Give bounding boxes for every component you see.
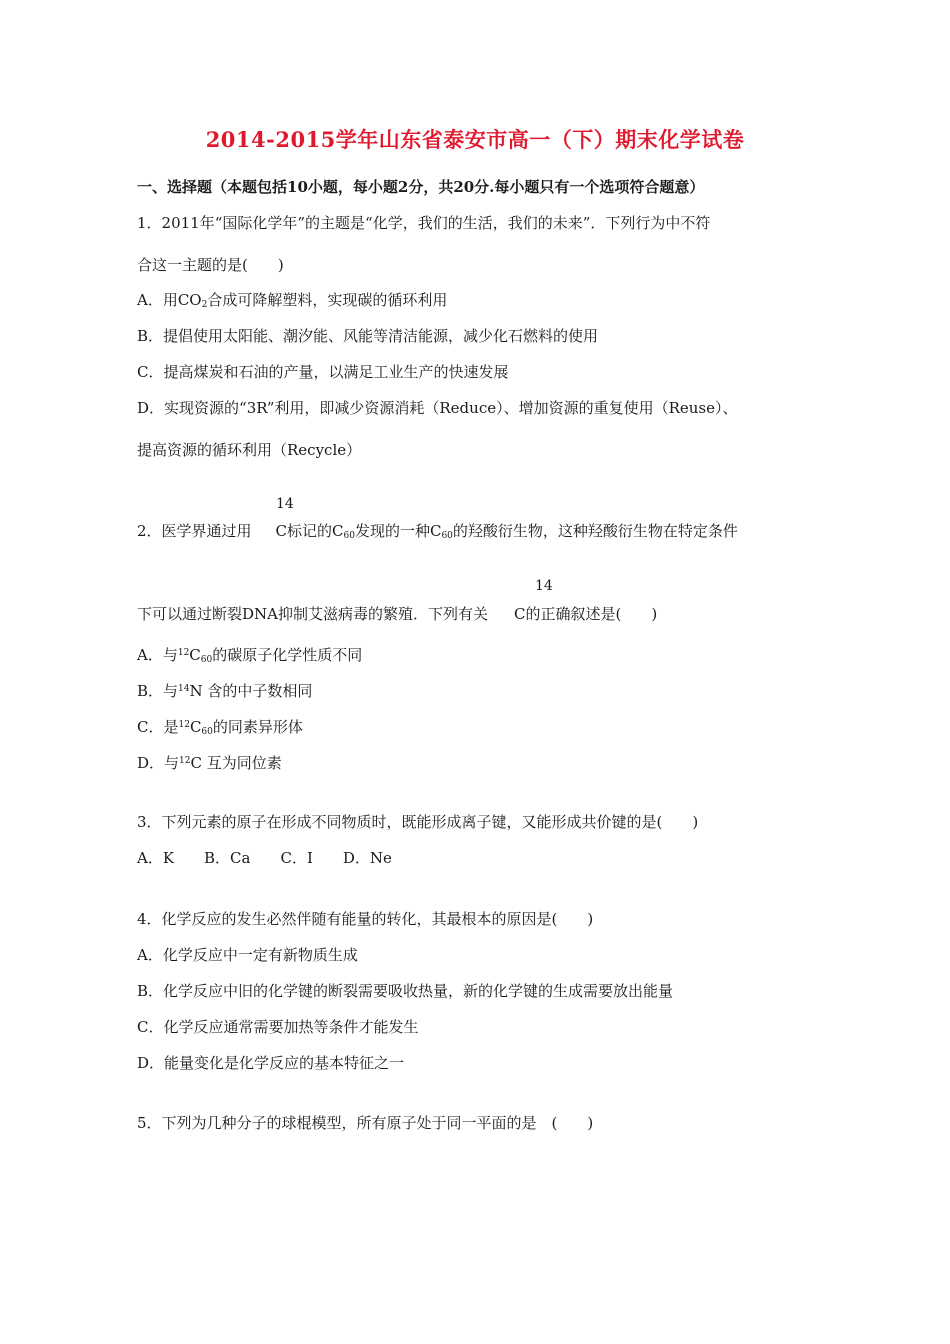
question-1-stem-line2: 合这一主题的是( ) (137, 256, 284, 274)
question-1-option-d-line2: 提高资源的循环利用（Recycle） (137, 441, 362, 459)
option-text: B．与 (137, 682, 179, 700)
question-4-stem: 4．化学反应的发生必然伴随有能量的转化，其最根本的原因是( ) (137, 910, 594, 928)
stem-text: C标记的C (275, 522, 344, 540)
subscript: 60 (200, 655, 213, 665)
question-2-option-c (137, 715, 303, 742)
mass-number-label: 14 (276, 496, 294, 512)
option-text: C (189, 646, 201, 664)
option-text: N 含的中子数相同 (189, 682, 313, 700)
option-text: C．是 (137, 718, 179, 736)
option-text: 合成可降解塑料，实现碳的循环利用 (207, 291, 448, 309)
superscript: 12 (178, 720, 190, 730)
option-text: C 互为同位素 (190, 754, 282, 772)
question-5-stem: 5．下列为几种分子的球棍模型，所有原子处于同一平面的是 ( ) (137, 1114, 594, 1132)
question-1-option-a (137, 290, 447, 315)
question-2-stem-line2 (137, 604, 657, 624)
subscript: 60 (441, 531, 453, 541)
question-4-option-d: D．能量变化是化学反应的基本特征之一 (137, 1054, 405, 1072)
section-heading: 一、选择题（本题包括10小题，每小题2分，共20分.每小题只有一个选项符合题意） (137, 178, 705, 196)
stem-text: 2．医学界通过用 (137, 522, 252, 540)
option-text: 的同素异形体 (212, 718, 303, 736)
option-text: 的碳原子化学性质不同 (212, 646, 363, 664)
question-4-option-c: C．化学反应通常需要加热等条件才能发生 (137, 1018, 419, 1036)
option-text: D．与 (137, 754, 180, 772)
question-4-option-b: B．化学反应中旧的化学键的断裂需要吸收热量，新的化学键的生成需要放出能量 (137, 982, 674, 1000)
superscript: 14 (178, 684, 190, 694)
stem-text: 发现的一种C (354, 522, 442, 540)
question-2-option-a (137, 643, 362, 670)
mass-number-label: 14 (535, 578, 553, 594)
question-1-stem-line1: 1．2011年“国际化学年”的主题是“化学，我们的生活，我们的未来”．下列行为中不符 (137, 214, 711, 232)
subscript: 60 (343, 531, 355, 541)
superscript: 12 (179, 756, 191, 766)
question-3-options: A．K B．Ca C．I D．Ne (137, 849, 392, 867)
question-1-option-c: C．提高煤炭和石油的产量，以满足工业生产的快速发展 (137, 363, 509, 381)
option-text: A．用CO (137, 291, 202, 309)
question-2-stem-line1 (137, 521, 738, 546)
question-3-stem: 3．下列元素的原子在形成不同物质时，既能形成离子键，又能形成共价键的是( ) (137, 813, 699, 831)
stem-text: 下可以通过断裂DNA抑制艾滋病毒的繁殖．下列有关 (137, 605, 488, 623)
question-1-option-d-line1: D．实现资源的“3R”利用，即减少资源消耗（Reduce）、增加资源的重复使用（Reuse）、 (137, 399, 738, 417)
superscript: 12 (177, 648, 190, 658)
question-1-option-b: B．提倡使用太阳能、潮汐能、风能等清洁能源，减少化石燃料的使用 (137, 327, 599, 345)
page-title: 2014-2015学年山东省泰安市高一（下）期末化学试卷 (205, 127, 745, 152)
stem-text: 的羟酸衍生物，这种羟酸衍生物在特定条件 (452, 522, 738, 540)
question-2-option-b (137, 679, 312, 701)
subscript: 60 (201, 727, 213, 737)
option-text: C (189, 718, 202, 736)
option-text: A．与 (137, 646, 178, 664)
question-2-option-d (137, 751, 282, 773)
stem-text: C的正确叙述是( ) (514, 605, 658, 623)
subscript: 2 (201, 300, 208, 310)
question-4-option-a: A．化学反应中一定有新物质生成 (137, 946, 358, 964)
